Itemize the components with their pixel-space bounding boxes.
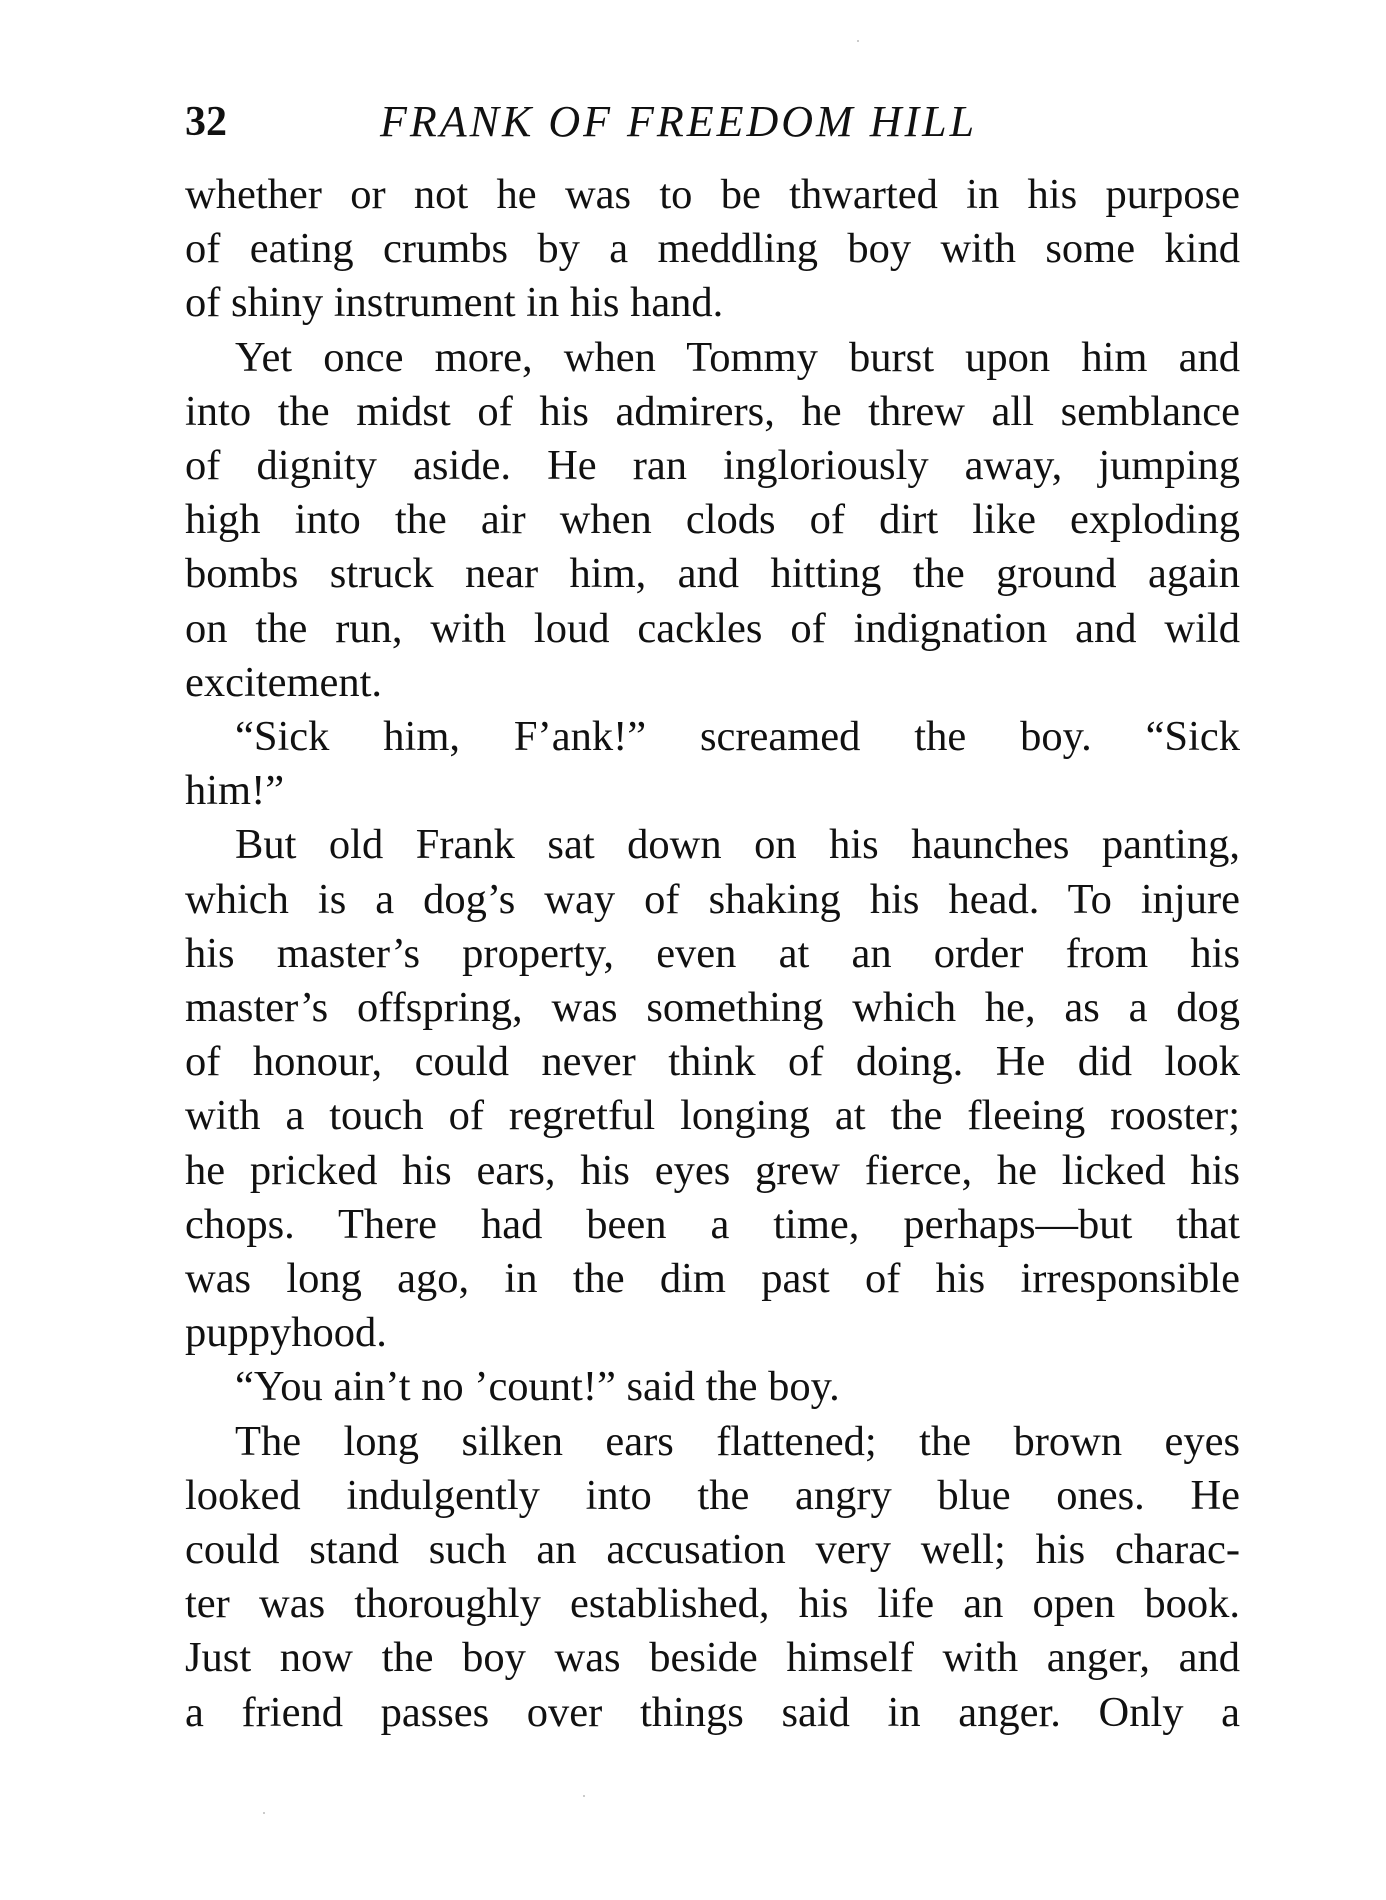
- text-line: of dignity aside. He ran ingloriously away, jumping: [185, 442, 1240, 490]
- text-line: his master’s property, even at an order from his: [185, 929, 1240, 977]
- text-line: ter was thoroughly established, his life an open book.: [185, 1580, 1240, 1628]
- paragraph: [185, 331, 1240, 710]
- paragraph: [185, 168, 1240, 331]
- text-line: of eating crumbs by a meddling boy with some kind: [185, 225, 1240, 273]
- text-line: he pricked his ears, his eyes grew fierce, he licked his: [185, 1146, 1240, 1194]
- text-line: could stand such an accusation very well; his charac-: [185, 1526, 1240, 1574]
- text-line: high into the air when clods of dirt like exploding: [185, 496, 1240, 544]
- paragraph: [185, 710, 1240, 818]
- scan-speck: [857, 40, 859, 42]
- text-line: bombs struck near him, and hitting the ground again: [185, 550, 1240, 598]
- paragraph: [185, 818, 1240, 1360]
- paragraph: [185, 1415, 1240, 1740]
- text-line: excitement.: [185, 658, 383, 706]
- text-line: chops. There had been a time, perhaps—but that: [185, 1200, 1240, 1248]
- page-number: 32: [185, 99, 227, 145]
- running-head: [185, 92, 1245, 152]
- text-line: was long ago, in the dim past of his irresponsible: [185, 1255, 1240, 1303]
- text-line: him!”: [185, 767, 285, 815]
- text-line: on the run, with loud cackles of indignation and wild: [185, 604, 1240, 652]
- text-line: whether or not he was to be thwarted in his purpose: [185, 171, 1240, 218]
- text-line: master’s offspring, was something which he, as a dog: [185, 984, 1240, 1032]
- text-line: of honour, could never think of doing. He did look: [185, 1038, 1240, 1086]
- text-line: “Sick him, F’ank!” screamed the boy. “Sick: [235, 713, 1240, 761]
- scan-speck: [583, 1795, 585, 1797]
- text-line: puppyhood.: [185, 1309, 387, 1357]
- scan-speck: [263, 1812, 265, 1814]
- text-line: of shiny instrument in his hand.: [185, 279, 724, 327]
- text-line: a friend passes over things said in anger. Only a: [185, 1688, 1240, 1736]
- text-line: But old Frank sat down on his haunches panting,: [235, 821, 1240, 869]
- body-text: [185, 168, 1240, 1740]
- text-line: which is a dog’s way of shaking his head. To injure: [185, 875, 1240, 923]
- text-line: with a touch of regretful longing at the fleeing rooster;: [185, 1092, 1240, 1140]
- paragraph: [185, 1360, 1240, 1414]
- text-line: “You ain’t no ’count!” said the boy.: [235, 1363, 840, 1411]
- text-line: into the midst of his admirers, he threw all semblance: [185, 387, 1240, 435]
- text-line: looked indulgently into the angry blue ones. He: [185, 1471, 1240, 1519]
- text-line: The long silken ears flattened; the brown eyes: [235, 1417, 1240, 1465]
- text-line: Just now the boy was beside himself with anger, and: [185, 1634, 1240, 1682]
- book-title: FRANK OF FREEDOM HILL: [380, 97, 978, 146]
- text-line: Yet once more, when Tommy burst upon him and: [235, 333, 1240, 381]
